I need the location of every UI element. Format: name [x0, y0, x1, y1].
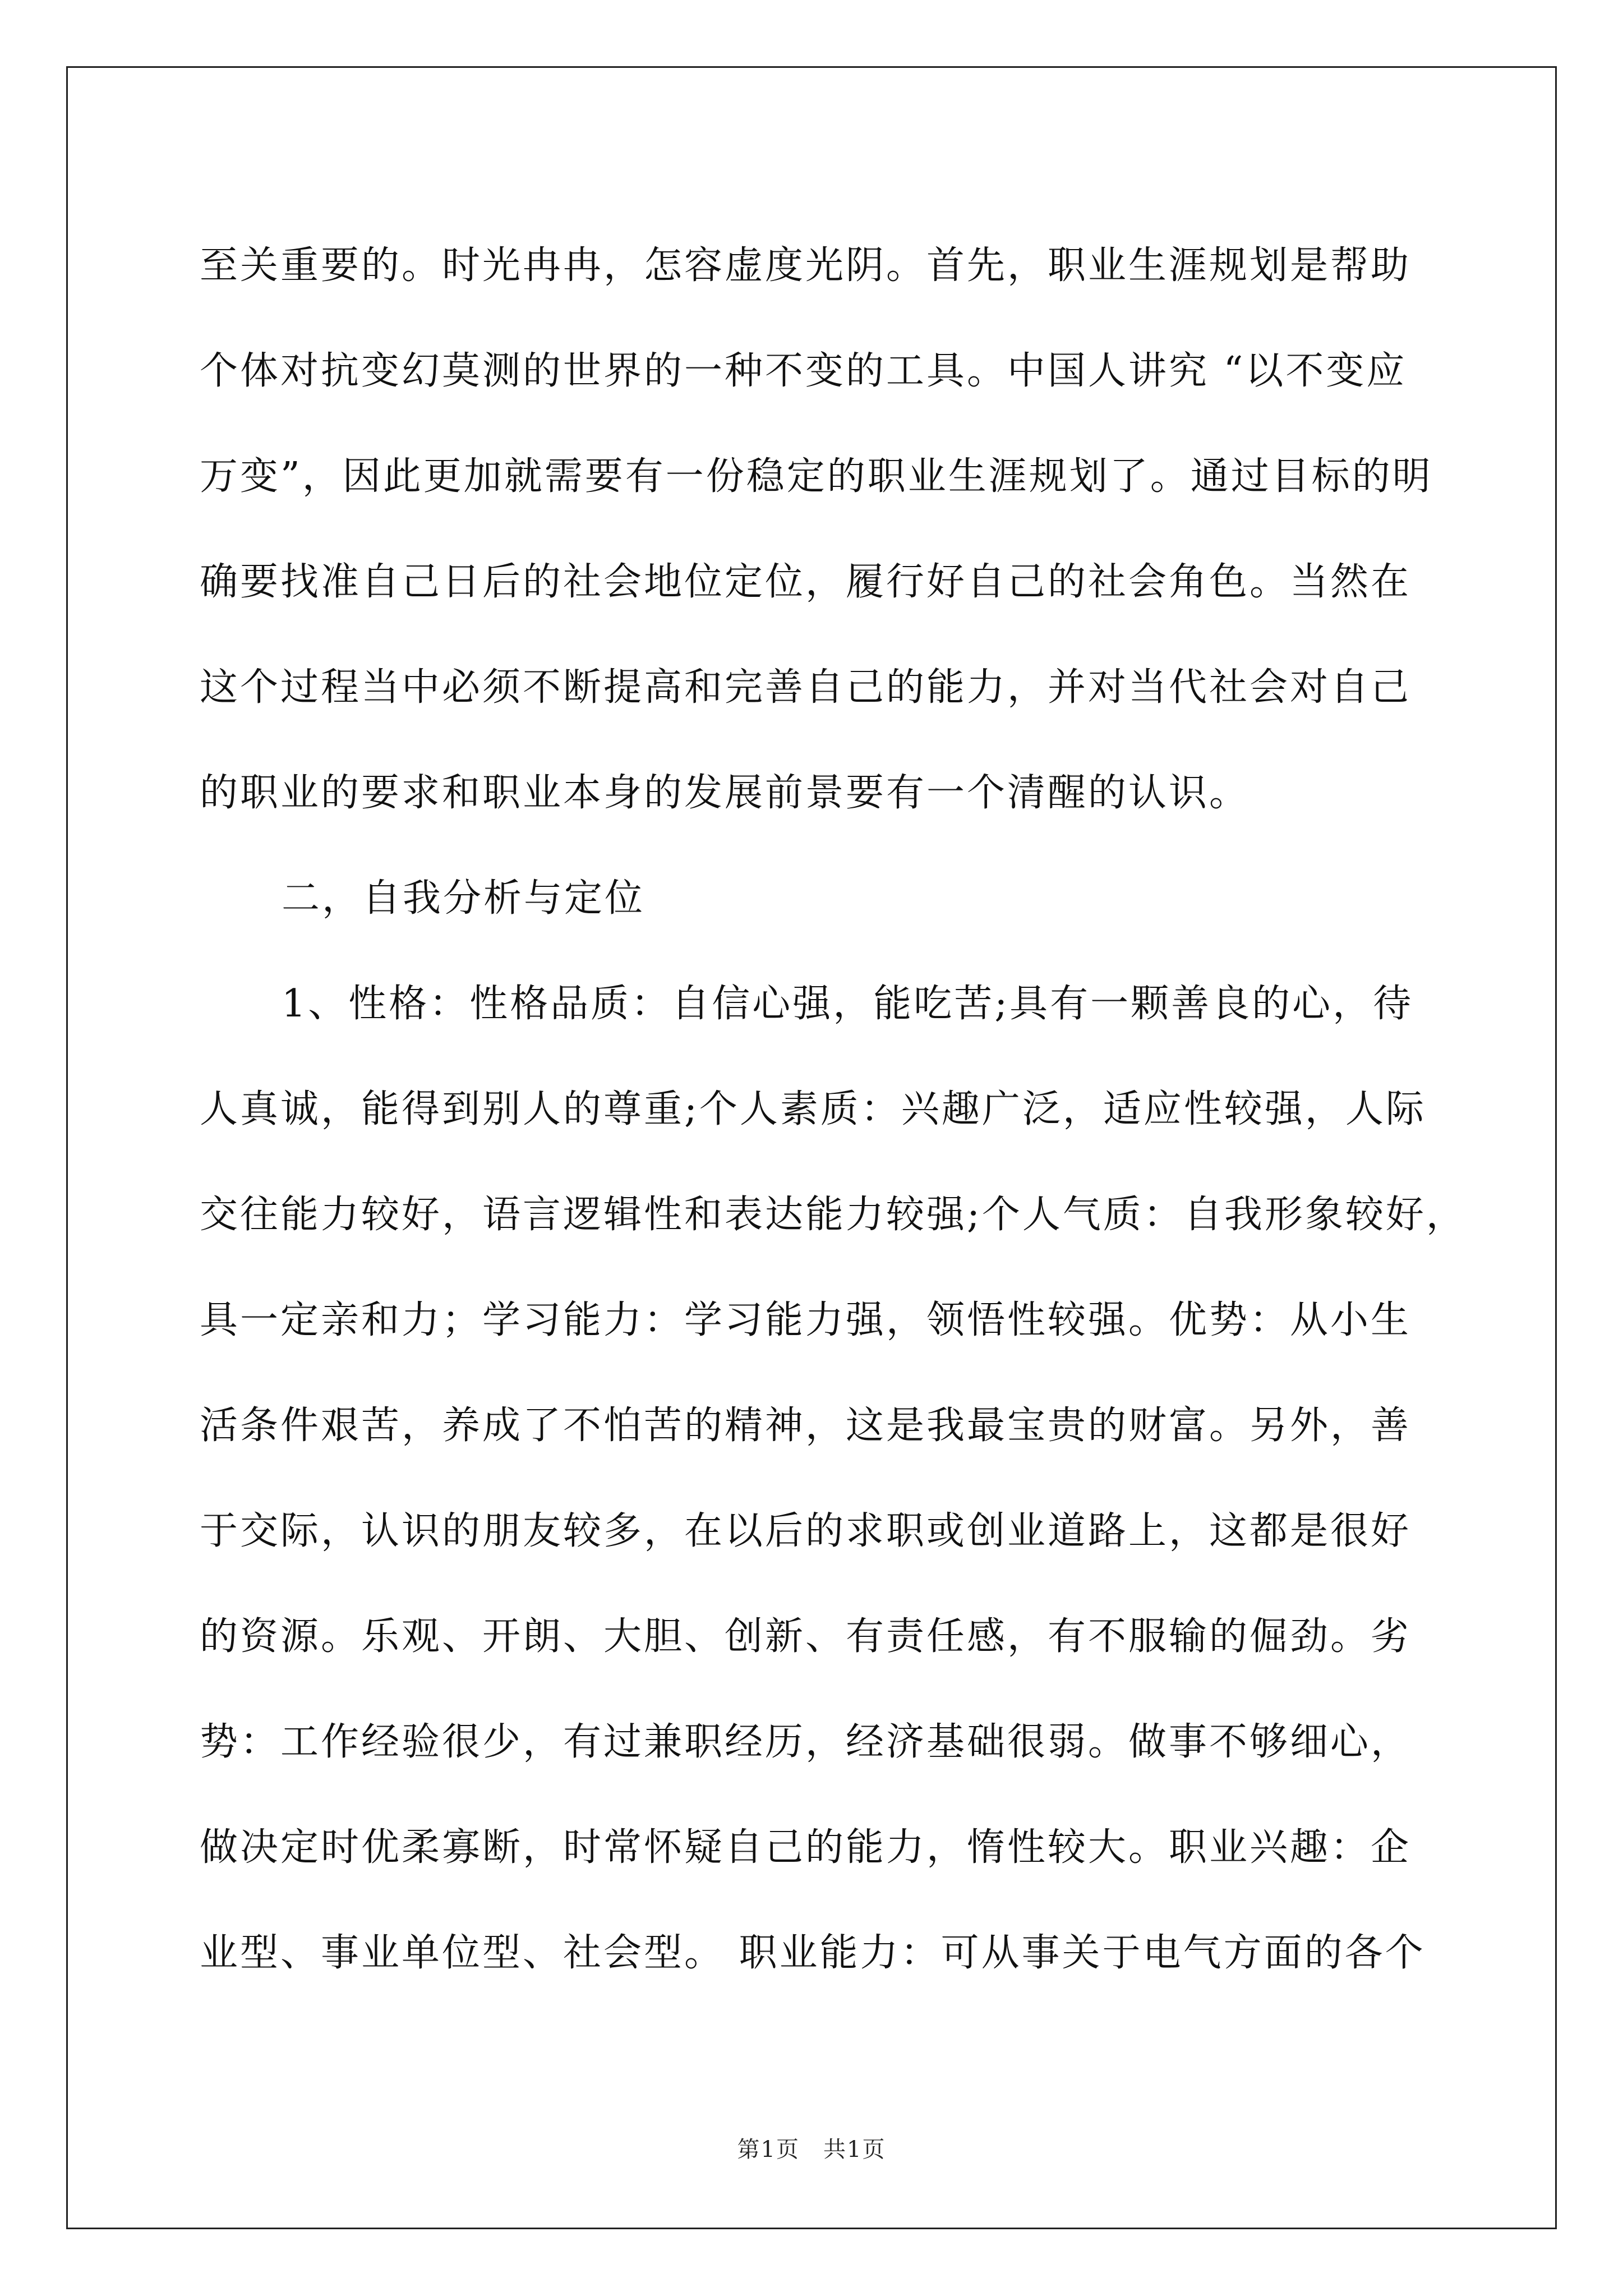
- text-line: 具一定亲和力；学习能力：学习能力强，领悟性较强。优势：从小生: [200, 1298, 1412, 1342]
- document-body: [200, 213, 1467, 2006]
- text-line: 活条件艰苦，养成了不怕苦的精神，这是我最宝贵的财富。另外，善: [200, 1404, 1412, 1448]
- text-line: 交往能力较好，语言逻辑性和表达能力较强;个人气质：自我形象较好，: [200, 1193, 1467, 1237]
- text-line: 业型、事业单位型、社会型。 职业能力：可从事关于电气方面的各个: [200, 1931, 1426, 1975]
- text-line: 的职业的要求和职业本身的发展前景要有一个清醒的认识。: [200, 771, 1250, 815]
- section-heading: 二，自我分析与定位: [282, 876, 645, 921]
- text-line: 势：工作经验很少，有过兼职经历，经济基础很弱。做事不够细心，: [200, 1720, 1412, 1764]
- text-line: 万变”，因此更加就需要有一份稳定的职业生涯规划了。通过目标的明: [200, 454, 1433, 499]
- text-line: 的资源。乐观、开朗、大胆、创新、有责任感，有不服输的倔劲。劣: [200, 1614, 1412, 1659]
- page-footer: 第1页 共1页: [737, 2137, 886, 2162]
- text-line: 1、性格：性格品质：自信心强，能吃苦;具有一颗善良的心，待: [282, 982, 1414, 1026]
- text-line: 于交际，认识的朋友较多，在以后的求职或创业道路上，这都是很好: [200, 1509, 1412, 1553]
- text-line: 个体对抗变幻莫测的世界的一种不变的工具。中国人讲究 “以不变应: [200, 349, 1407, 393]
- text-line: 这个过程当中必须不断提高和完善自己的能力，并对当代社会对自己: [200, 665, 1412, 710]
- text-line: 确要找准自己日后的社会地位定位，履行好自己的社会角色。当然在: [200, 560, 1412, 604]
- text-line: 至关重要的。时光冉冉，怎容虚度光阴。首先，职业生涯规划是帮助: [200, 243, 1412, 288]
- text-line: 做决定时优柔寡断，时常怀疑自己的能力，惰性较大。职业兴趣：企: [200, 1825, 1412, 1870]
- text-line: 人真诚，能得到别人的尊重;个人素质：兴趣广泛，适应性较强，人际: [200, 1087, 1426, 1131]
